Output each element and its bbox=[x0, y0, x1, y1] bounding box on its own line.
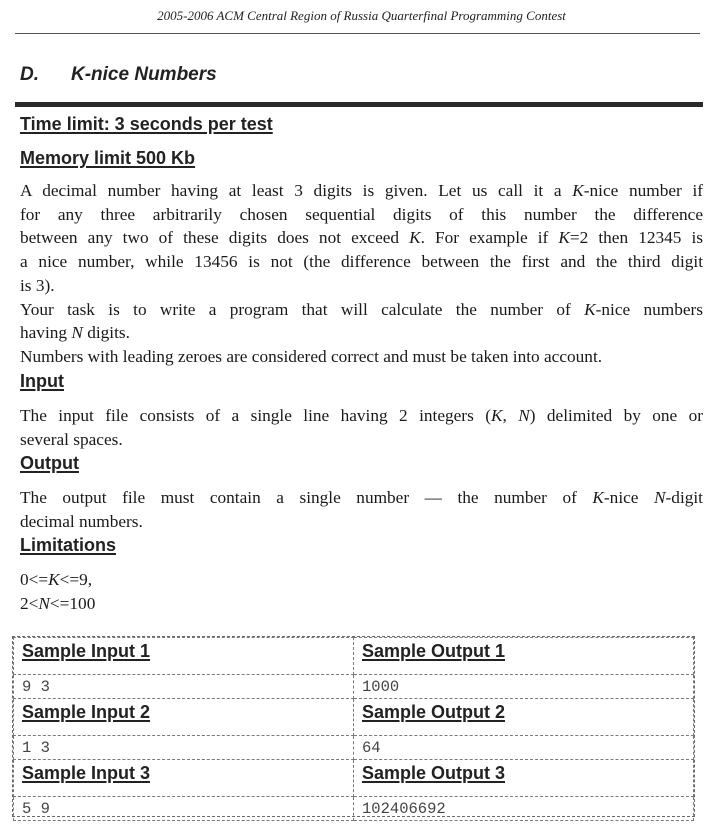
input-line: The input file consists of a single line having 2 integers (K, N) delimited by one or bbox=[20, 406, 704, 425]
running-header: 2005-2006 ACM Central Region of Russia Quarterfinal Programming Contest bbox=[157, 8, 566, 23]
sample-output-value: 64 bbox=[362, 738, 381, 757]
memory-limit-heading: Memory limit 500 Kb bbox=[20, 148, 196, 168]
statement-line: having N digits. bbox=[20, 323, 130, 343]
statement-line: A decimal number having at least 3 digits is given. Let us call it a K-nice number if bbox=[20, 181, 703, 200]
samples-table bbox=[12, 636, 695, 817]
statement-line: Your task is to write a program that will calculate the number of K-nice numbers bbox=[20, 299, 704, 319]
output-line: decimal numbers. bbox=[20, 511, 143, 531]
sample-header-row bbox=[14, 638, 694, 675]
input-heading: Input bbox=[20, 371, 64, 391]
statement-line: Numbers with leading zeroes are considered correct and must be taken into account. bbox=[20, 346, 603, 366]
problem-title bbox=[20, 64, 217, 86]
sample-input-value: 1 3 bbox=[22, 738, 50, 757]
output-heading: Output bbox=[20, 453, 79, 473]
time-limit-heading: Time limit: 3 seconds per test bbox=[20, 114, 273, 134]
output-description bbox=[20, 486, 703, 533]
sample-value-row bbox=[14, 797, 694, 821]
sample-output-label: Sample Output 1 bbox=[362, 641, 506, 661]
input-line: several spaces. bbox=[20, 429, 123, 449]
sample-input-value: 5 9 bbox=[22, 799, 50, 818]
sample-header-row bbox=[14, 699, 694, 736]
statement-paragraph bbox=[20, 179, 703, 369]
sample-output-label: Sample Output 2 bbox=[362, 702, 506, 722]
statement-line: a nice number, while 13456 is not (the difference between the first and the third digit bbox=[20, 252, 703, 272]
statement-line: is 3). bbox=[20, 275, 55, 295]
limitation-k: 0<=K<=9, bbox=[20, 570, 93, 589]
header-rule bbox=[15, 33, 700, 34]
output-line: The output file must contain a single number — the number of K-nice N-digit bbox=[20, 488, 703, 507]
sample-value-row bbox=[14, 675, 694, 699]
title-rule bbox=[15, 102, 703, 107]
sample-value-row bbox=[14, 736, 694, 760]
problem-name: K-nice Numbers bbox=[71, 64, 217, 85]
sample-input-value: 9 3 bbox=[22, 677, 50, 696]
input-description bbox=[20, 404, 703, 451]
sample-header-row bbox=[14, 760, 694, 797]
sample-output-label: Sample Output 3 bbox=[362, 763, 506, 783]
sample-input-label: Sample Input 3 bbox=[22, 763, 151, 783]
statement-line: between any two of these digits does not exceed K. For example if K=2 then 12345 is bbox=[20, 228, 703, 248]
sample-output-value: 1000 bbox=[362, 677, 400, 696]
limitation-n: 2<N<=100 bbox=[20, 593, 96, 613]
limitations-heading: Limitations bbox=[20, 535, 117, 555]
problem-letter: D. bbox=[20, 64, 39, 85]
sample-input-label: Sample Input 1 bbox=[22, 641, 151, 661]
limitations-list bbox=[20, 568, 703, 615]
sample-output-value: 102406692 bbox=[362, 799, 446, 818]
sample-input-label: Sample Input 2 bbox=[22, 702, 151, 722]
statement-line: for any three arbitrarily chosen sequential digits of this number the difference bbox=[20, 204, 703, 224]
